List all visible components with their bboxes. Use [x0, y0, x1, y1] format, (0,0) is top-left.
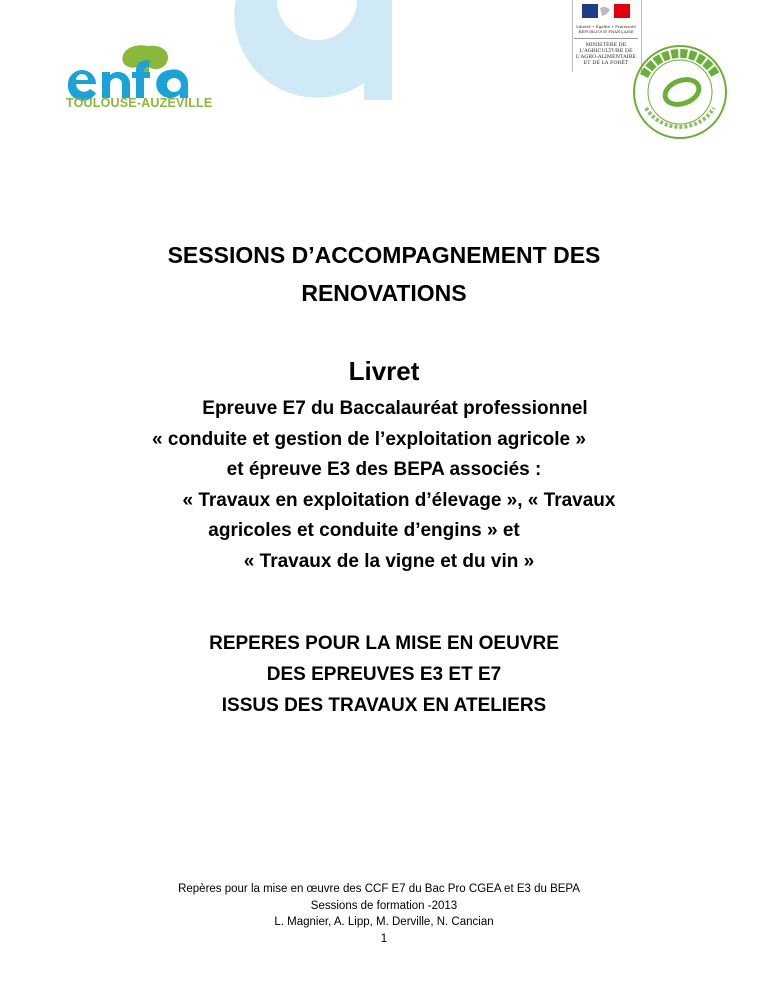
- marianne-flag-icon: [576, 4, 636, 20]
- reperes-line-3: ISSUS DES TRAVAUX EN ATELIERS: [221, 695, 547, 716]
- subtitle-line-1: Epreuve E7 du Baccalauréat professionnel: [202, 398, 588, 419]
- livret-heading: Livret: [348, 356, 420, 386]
- subtitle-line-5: agricoles et conduite d’engins » et: [208, 520, 520, 541]
- main-title-line-1: SESSIONS D’ACCOMPAGNEMENT DES: [167, 242, 601, 268]
- ministry-text: MINISTÈRE DE L'AGRICULTURE DE L'AGRO-ALIMENTAIRE ET DE LA FORÊT: [575, 42, 637, 66]
- footer-line-1: Repères pour la mise en œuvre des CCF E7 du Bac Pro CGEA et E3 du BEPA: [178, 883, 580, 895]
- reperes-line-1: REPERES POUR LA MISE EN OEUVRE: [209, 633, 559, 654]
- reperes-line-2: DES EPREUVES E3 ET E7: [266, 664, 502, 685]
- main-title-line-2: RENOVATIONS: [301, 280, 467, 306]
- subtitle-line-3: et épreuve E3 des BEPA associés :: [226, 459, 542, 480]
- decorative-arc: [232, 0, 402, 120]
- subtitle-line-2: « conduite et gestion de l’exploitation agricole »: [152, 428, 586, 450]
- subtitle-line-6: « Travaux de la vigne et du vin »: [243, 550, 535, 572]
- ministry-divider: [574, 38, 638, 39]
- republic-text: Liberté • Égalité • Fraternité RÉPUBLIQUE FRANÇAISE: [576, 24, 636, 34]
- footer-line-3: L. Magnier, A. Lipp, M. Derville, N. Cancian: [274, 916, 494, 928]
- enfa-logo: [60, 40, 220, 130]
- enseignement-agricole-seal: [630, 42, 730, 142]
- page-number: 1: [380, 932, 388, 945]
- subtitle-block: [0, 394, 768, 577]
- page-footer: [0, 881, 768, 947]
- footer-line-2: Sessions de formation -2013: [310, 899, 458, 912]
- main-title: [0, 236, 768, 312]
- subtitle-line-4: « Travaux en exploitation d’élevage », « Travaux: [182, 489, 616, 511]
- logo-subtitle: TOULOUSE-AUZEVILLE: [66, 96, 213, 110]
- reperes-block: [0, 628, 768, 721]
